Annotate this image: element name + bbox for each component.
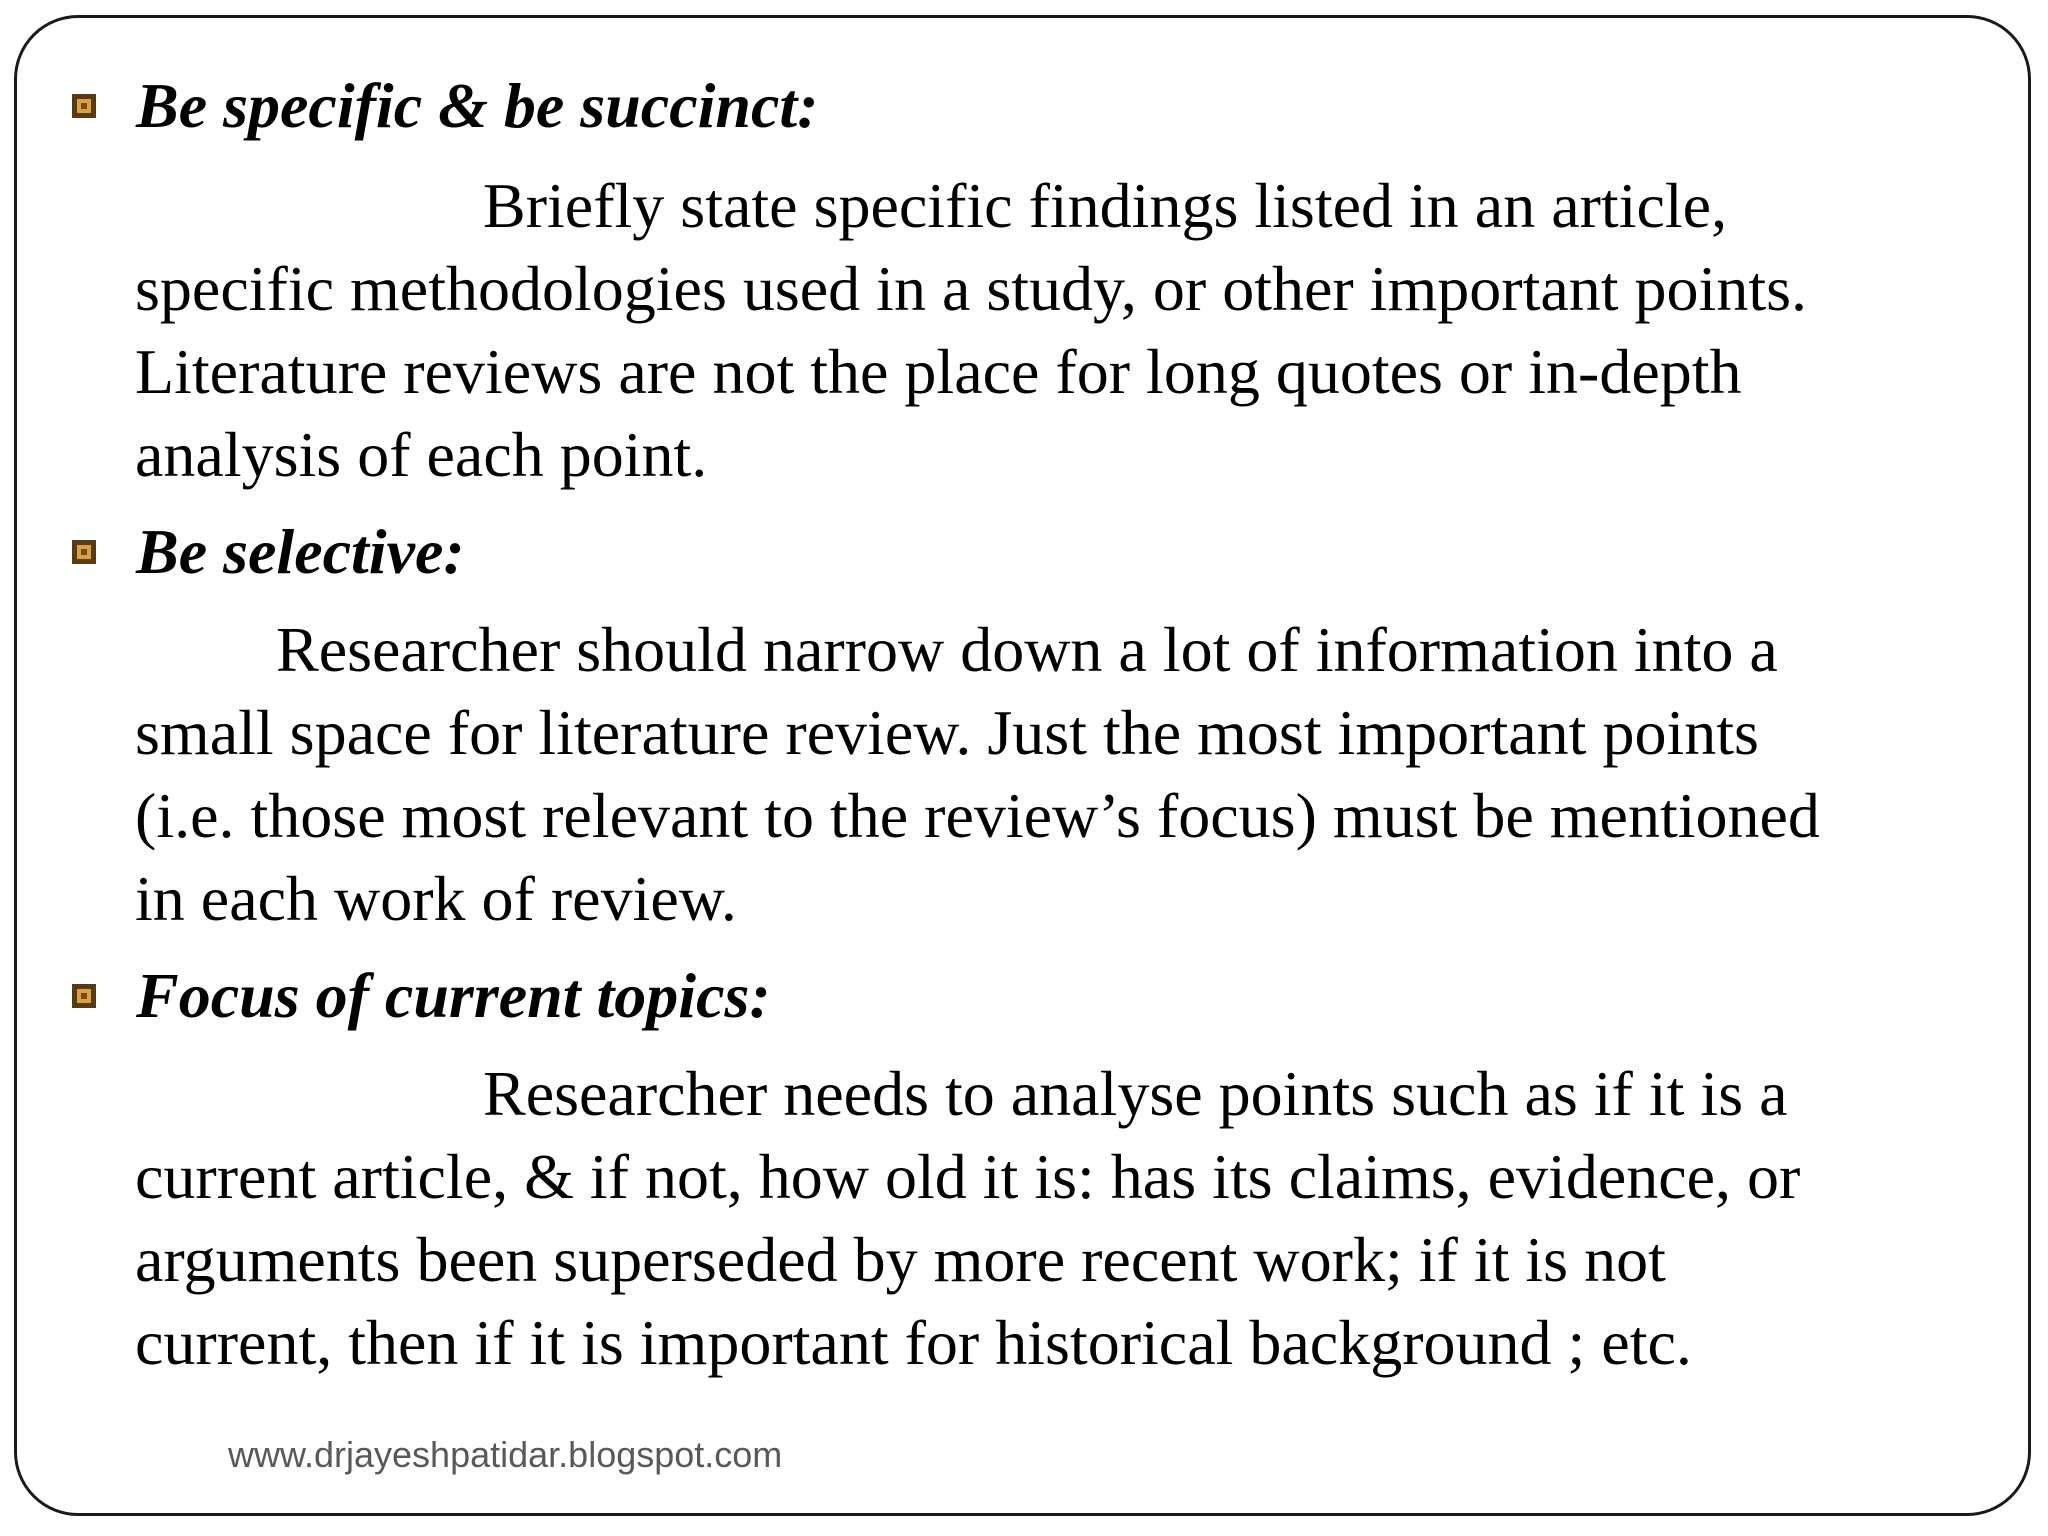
bullet-heading-row <box>70 954 771 1038</box>
body-line: in each work of review. <box>135 863 737 934</box>
body-line: current, then if it is important for historical background ; etc. <box>135 1307 1692 1378</box>
bullet-heading-row <box>70 510 465 594</box>
footer-url: www.drjayeshpatidar.blogspot.com <box>228 1434 783 1475</box>
body-line: specific methodologies used in a study, or other important points. <box>135 253 1807 324</box>
square-bullet-icon <box>70 538 98 566</box>
body-line: Researcher should narrow down a lot of information into a <box>276 614 1778 685</box>
body-line: small space for literature review. Just the most important points <box>135 697 1759 768</box>
square-bullet-icon <box>70 92 98 120</box>
section-heading: Be specific & be succinct: <box>136 70 819 141</box>
body-line: (i.e. those most relevant to the review’s focus) must be mentioned <box>135 780 1820 851</box>
body-line: arguments been superseded by more recent work; if it is not <box>135 1224 1666 1295</box>
section-heading: Be selective: <box>136 516 465 587</box>
square-bullet-icon <box>70 982 98 1010</box>
body-line: Researcher needs to analyse points such as if it is a <box>483 1058 1788 1129</box>
body-line: Literature reviews are not the place for long quotes or in-depth <box>135 336 1742 407</box>
body-line: current article, & if not, how old it is: has its claims, evidence, or <box>135 1141 1801 1212</box>
body-line: analysis of each point. <box>135 419 708 490</box>
bullet-heading-row <box>70 64 818 148</box>
body-line: Briefly state specific findings listed in an article, <box>483 170 1728 241</box>
section-heading: Focus of current topics: <box>136 960 771 1031</box>
